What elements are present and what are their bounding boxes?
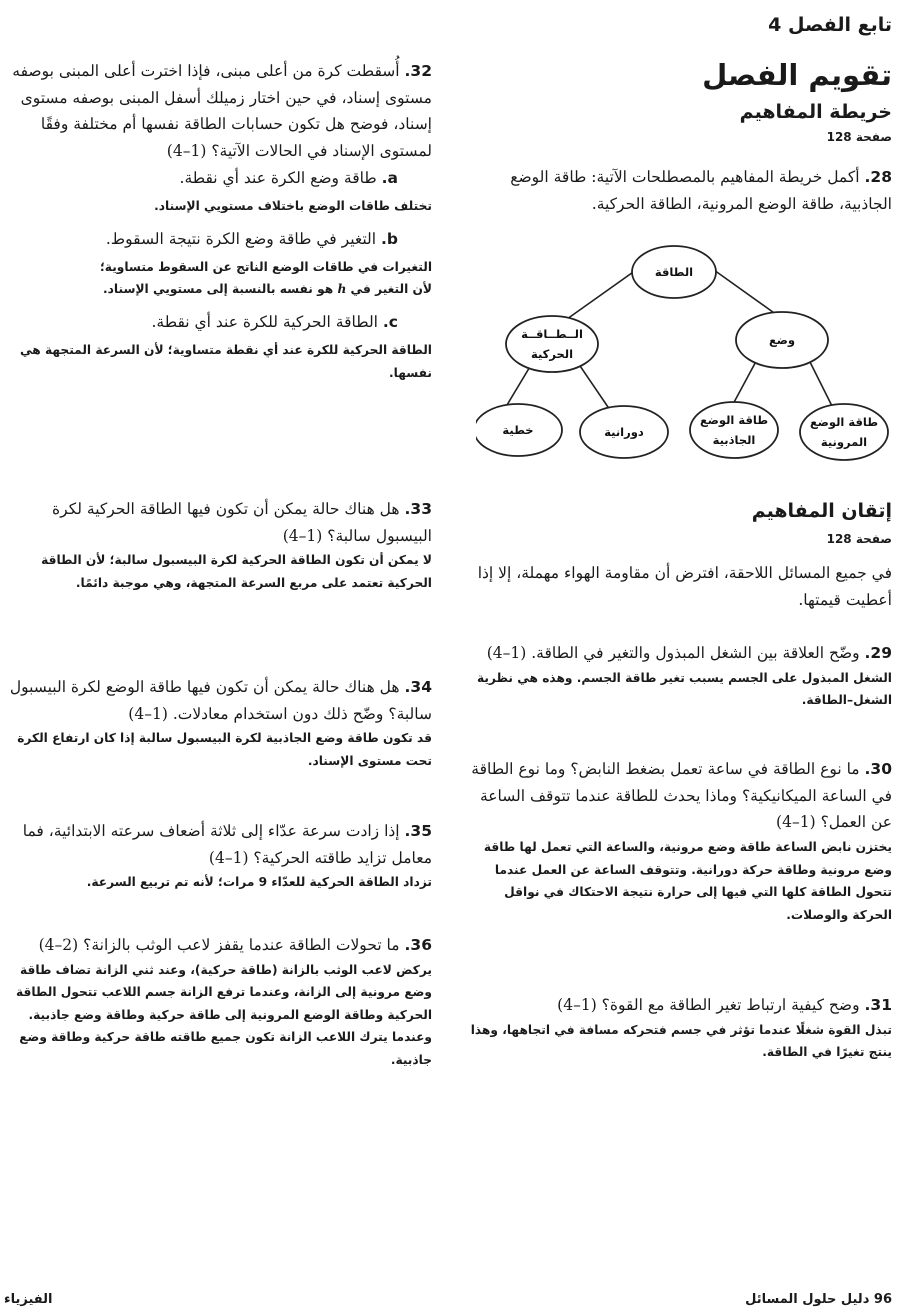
footer-subject: الفيزياء [4, 1292, 53, 1307]
left-column [0, 0, 436, 1314]
question-text: ما تحولات الطاقة عندما يقفز لاعب الوثب بالزانة؟ (2–4) [38, 936, 400, 954]
sub-question-a [0, 165, 432, 191]
sub-question-c [0, 309, 432, 335]
question-number: 35. [404, 822, 432, 840]
question-35 [0, 818, 432, 894]
connector-line [560, 270, 636, 324]
question-28 [468, 164, 892, 217]
question-32 [0, 58, 432, 384]
question-31 [468, 992, 892, 1064]
book-title: دليل حلول المسائل [745, 1292, 870, 1307]
question-text: وضّح العلاقة بين الشغل المبذول والتغير في الطاقة. (1–4) [486, 644, 860, 662]
question-number: 28. [864, 168, 892, 186]
concept-map-diagram [476, 240, 892, 470]
answer-text: قد تكون طاقة وضع الجاذبية لكرة البيسبول سالبة إذا كان ارتفاع الكرة تحت مستوى الإسناد. [17, 731, 432, 768]
concept-label-rotational: دورانية [604, 425, 644, 439]
concept-label-potential: وضع [768, 333, 796, 347]
question-33 [0, 496, 432, 594]
concept-map-title: خريطة المفاهيم [739, 101, 892, 123]
answer-text: لا يمكن أن تكون الطاقة الحركية لكرة البيسبول سالبة؛ لأن الطاقة الحركية تعتمد على مربع السرعة المتجهة، وهي موجبة دائمًا. [41, 553, 432, 590]
mastery-title: إتقان المفاهيم [751, 500, 892, 522]
chapter-continued-heading: تابع الفصل 4 [768, 14, 892, 36]
right-column [468, 0, 896, 1314]
question-text: إذا زادت سرعة عدّاء إلى ثلاثة أضعاف سرعته الابتدائية، فما معامل تزايد طاقته الحركية؟ (1–4) [22, 822, 432, 867]
concept-node-kinetic [506, 316, 598, 372]
mastery-intro: في جميع المسائل اللاحقة، افترض أن مقاومة الهواء مهملة، إلا إذا أعطيت قيمتها. [477, 564, 892, 609]
concept-label-elastic-2: المرونية [820, 435, 868, 449]
concept-label-linear: خطية [502, 423, 534, 437]
answer-line: لأن التغير في h هو نفسه بالنسبة إلى مستويي الإسناد. [103, 282, 432, 297]
question-text: ما نوع الطاقة في ساعة تعمل بضغط النابض؟ وما نوع الطاقة في الساعة الميكانيكية؟ وماذا يحدث للطاقة عندما تتوقف الساعة عن العمل؟ (1–4) [471, 760, 892, 832]
concept-label-root: الطاقة [654, 265, 694, 279]
question-text: هل هناك حالة يمكن أن تكون فيها طاقة الوضع لكرة البيسبول سالبة؟ وضّح ذلك دون استخدام معادلات. (1–4) [9, 678, 432, 723]
page-reference: صفحة 128 [826, 130, 892, 144]
page-number: 96 [873, 1292, 892, 1307]
concept-label-kinetic-2: الحركية [530, 347, 574, 361]
question-29 [468, 640, 892, 712]
sub-label: a. [381, 168, 398, 187]
connector-line [576, 360, 610, 410]
concept-label-kinetic-1: الــطــاقــة [521, 327, 583, 341]
concept-label-elastic-1: طاقة الوضع [809, 415, 879, 429]
page-reference: صفحة 128 [826, 532, 892, 546]
question-text: وضح كيفية ارتباط تغير الطاقة مع القوة؟ (1–4) [557, 996, 860, 1014]
question-number: 34. [404, 678, 432, 696]
question-text: أكمل خريطة المفاهيم بالمصطلحات الآتية: طاقة الوضع الجاذبية، طاقة الوضع المرونية، الطاقة الحركية. [510, 168, 892, 213]
question-number: 36. [404, 936, 432, 954]
question-text: هل هناك حالة يمكن أن تكون فيها الطاقة الحركية لكرة البيسبول سالبة؟ (1–4) [52, 500, 432, 545]
concept-node-elastic [800, 404, 888, 460]
question-number: 30. [864, 760, 892, 778]
question-34 [0, 674, 432, 772]
answer-text: تبذل القوة شغلًا عندما تؤثر في جسم فتحركه مسافة في اتجاهها، وهذا ينتج تغيرًا في الطاقة. [470, 1022, 892, 1060]
question-number: 32. [404, 62, 432, 80]
sub-label: b. [381, 229, 398, 248]
question-number: 29. [864, 644, 892, 662]
concept-label-gravitational-2: الجاذبية [712, 433, 756, 447]
question-36 [0, 932, 432, 1071]
answer-text [0, 256, 432, 301]
answer-line: التغيرات في طاقات الوضع الناتج عن السقوط متساوية؛ [99, 259, 432, 274]
answer-text: يركض لاعب الوثب بالزانة (طاقة حركية)، وعند ثني الزانة تضاف طاقة وضع مرونية إلى الزانة، وعندما ترفع الزانة جسم اللاعب تتحول الطاقة الحركية وطاقة الوضع المرونية إلى طاقة حركية وطاقة وضع جاذبية. وعندما يترك اللاعب الزانة تكون جميع طاقته طاقة حركية وطاقة وضع جاذبية. [15, 962, 432, 1067]
sub-text: التغير في طاقة وضع الكرة نتيجة السقوط. [105, 229, 377, 248]
variable-h: h [337, 282, 347, 297]
sub-text: الطاقة الحركية للكرة عند أي نقطة. [151, 313, 378, 331]
answer-text: الشغل المبذول على الجسم يسبب تغير طاقة الجسم. وهذه هي نظرية الشغل–الطاقة. [476, 670, 892, 708]
answer-text: تزداد الطاقة الحركية للعدّاء 9 مرات؛ لأنه تم تربيع السرعة. [86, 875, 432, 890]
question-number: 33. [404, 500, 432, 518]
question-30 [468, 756, 892, 926]
sub-question-b [0, 226, 432, 252]
section-title: تقويم الفصل [702, 58, 892, 92]
footer-page-number [745, 1292, 892, 1307]
concept-node-gravitational [690, 402, 778, 458]
answer-text: يختزن نابض الساعة طاقة وضع مرونية، والساعة التي تعمل لها طاقة وضع مرونية وطاقة حركة دورانية. وتتوقف الساعة عن العمل عندما تتحول الطاقة كلها التي فيها إلى حرارة نتيجة الاحتكاك في نواقل الحركة والوصلات. [483, 839, 892, 922]
question-number: 31. [864, 996, 892, 1014]
answer-text: تختلف طاقات الوضع باختلاف مستويي الإسناد. [154, 198, 432, 213]
concept-label-gravitational-1: طاقة الوضع [699, 413, 769, 427]
answer-text: الطاقة الحركية للكرة عند أي نقطة متساوية؛ لأن السرعة المتجهة هي نفسها. [19, 343, 432, 380]
sub-label: c. [382, 313, 398, 331]
question-text: أُسقطت كرة من أعلى مبنى، فإذا اخترت أعلى المبنى بوصفه مستوى إسناد، في حين اختار زميلك أسفل المبنى بوصفه مستوى إسناد، فوضح هل تكون حسابات الطاقة نفسها أم مختلفة وفقًا لمستوى الإسناد في الحالات الآتية؟ (1–4) [12, 62, 432, 160]
sub-text: طاقة وضع الكرة عند أي نقطة. [179, 168, 377, 187]
